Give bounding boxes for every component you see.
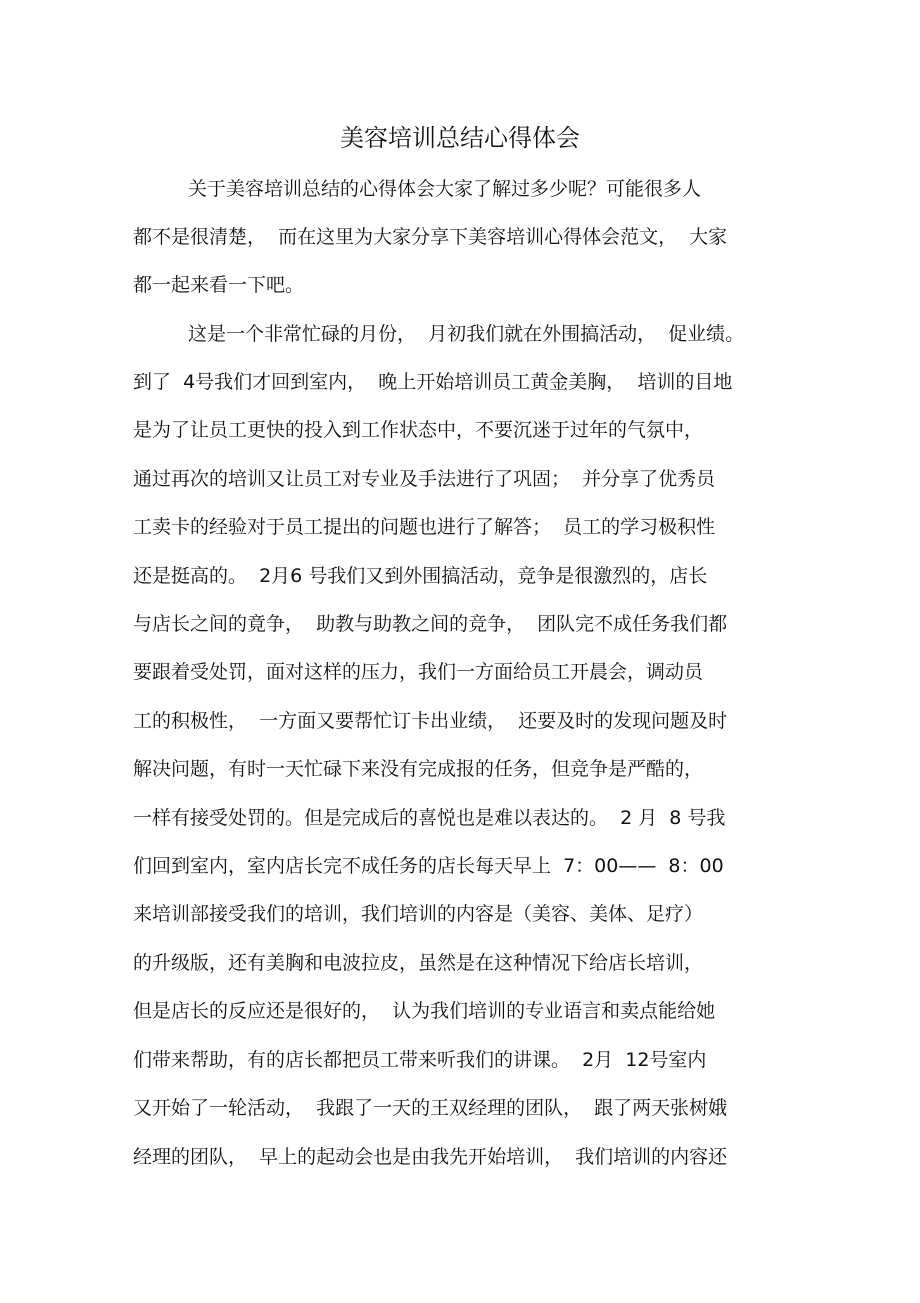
paragraph-2-line-14: 的升级版，还有美胸和电波拉皮，虽然是在这种情况下给店长培训， [133,952,704,974]
paragraph-2-line-7: 与店长之间的竟争， 助教与助教之间的竞争， 团队完不成任务我们都 [133,613,728,635]
paragraph-1-line-3: 都一起来看一下吧。 [133,274,305,296]
paragraph-2-line-3: 是为了让员工更快的投入到工作状态中，不要沉迷于过年的气氛中， [133,419,704,441]
paragraph-2-line-8: 要跟着受处罚，面对这样的压力，我们一方面给员工开晨会，调动员 [133,661,704,683]
paragraph-2-line-15: 但是店长的反应还是很好的， 认为我们培训的专业语言和卖点能给她 [133,1000,716,1022]
paragraph-2-line-17: 又开始了一轮活动， 我跟了一天的王双经理的团队， 跟了两天张树娥 [133,1097,728,1119]
paragraph-2-line-18: 经理的团队， 早上的起动会也是由我先开始培训， 我们培训的内容还 [133,1146,728,1168]
paragraph-2-line-11: 一样有接受处罚的。但是完成后的喜悦也是难以表达的。 2 月 8 号我 [133,807,726,829]
paragraph-1-line-2: 都不是很清楚， 而在这里为大家分享下美容培训心得体会范文， 大家 [133,226,728,248]
paragraph-2-line-9: 工的积极性， 一方面又要帮忙订卡出业绩， 还要及时的发现问题及时 [133,710,728,732]
paragraph-2-line-16: 们带来帮助，有的店长都把员工带来听我们的讲课。 2月 12号室内 [133,1049,707,1071]
paragraph-2-line-10: 解决问题，有时一天忙碌下来没有完成报的任务，但竞争是严酷的， [133,758,704,780]
paragraph-2-line-4: 通过再次的培训又让员工对专业及手法进行了巩固； 并分享了优秀员 [133,468,716,490]
paragraph-2-line-12: 们回到室内，室内店长完不成任务的店长每天早上 7：00—— 8：00 [133,855,724,877]
paragraph-2-line-5: 工卖卡的经验对于员工提出的问题也进行了解答； 员工的学习极积性 [133,516,716,538]
paragraph-2-line-2: 到了 4号我们才回到室内， 晚上开始培训员工黄金美胸， 培训的目地 [133,371,733,393]
document-title: 美容培训总结心得体会 [340,124,580,152]
paragraph-1-line-1: 关于美容培训总结的心得体会大家了解过多少呢？可能很多人 [188,178,702,200]
paragraph-2-line-13: 来培训部接受我们的培训，我们培训的内容是（美容、美体、足疗） [133,903,704,925]
paragraph-2-line-1: 这是一个非常忙碌的月份， 月初我们就在外围搞活动， 促业绩。 [188,323,745,345]
paragraph-2-line-6: 还是挺高的。 2月6 号我们又到外围搞活动，竞争是很激烈的，店长 [133,565,708,587]
